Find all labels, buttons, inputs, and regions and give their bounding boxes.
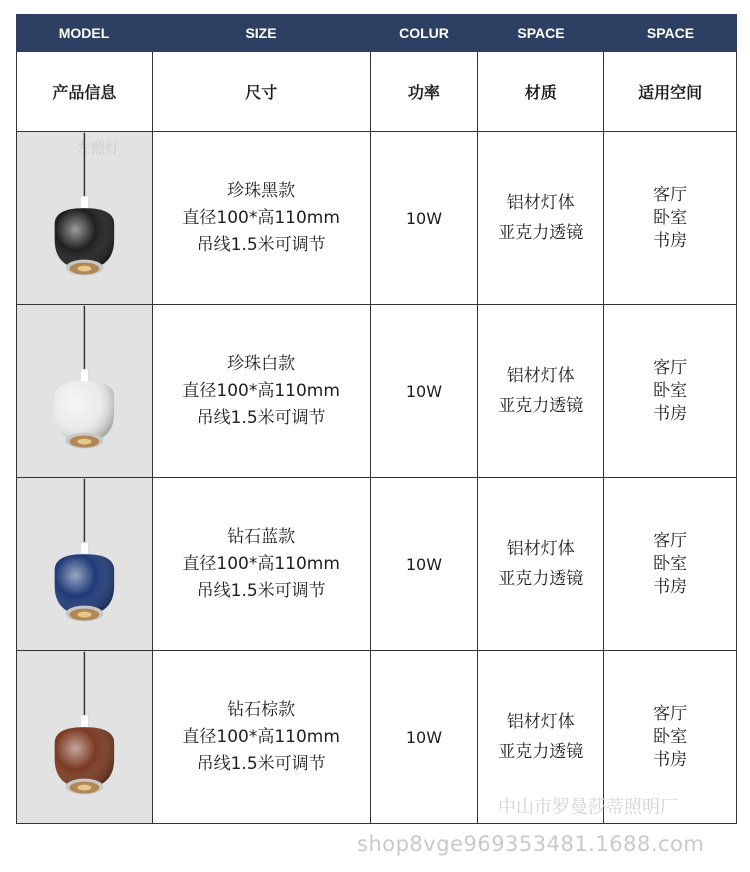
size-cell (153, 478, 371, 650)
header-row (16, 14, 737, 52)
pendant-lamp-image (17, 478, 152, 650)
power-value: 10W (405, 727, 443, 747)
table-row (16, 132, 737, 305)
header-size: SIZE (245, 25, 277, 41)
variant-name: 钻石棕款 (227, 699, 296, 720)
space-study: 书房 (653, 749, 688, 770)
product-image (17, 305, 153, 477)
spec-table (16, 14, 737, 824)
dimensions-text: 直径100*高110mm (182, 380, 340, 401)
power-cell (371, 651, 479, 823)
space-study: 书房 (653, 576, 688, 597)
cable-text: 吊线1.5米可调节 (196, 580, 326, 601)
space-bedroom: 卧室 (653, 380, 688, 401)
table-row (16, 478, 737, 651)
space-cell (604, 305, 737, 477)
product-image (17, 478, 153, 650)
variant-name: 珍珠白款 (227, 353, 296, 374)
subheader-product-info: 产品信息 (17, 52, 153, 131)
pendant-lamp-image (17, 132, 152, 304)
cable-text: 吊线1.5米可调节 (196, 234, 326, 255)
space-living-room: 客厅 (653, 530, 688, 551)
dimensions-text: 直径100*高110mm (182, 207, 340, 228)
pendant-lamp-image (17, 651, 152, 823)
material-lens: 亚克力透镜 (498, 742, 584, 762)
size-cell (153, 651, 371, 823)
product-image (17, 651, 153, 823)
brand-logo-watermark: 左照灯 (77, 141, 119, 157)
subheader-power: 功率 (371, 52, 479, 131)
dimensions-text: 直径100*高110mm (182, 726, 340, 747)
space-bedroom: 卧室 (653, 207, 688, 228)
subheader-material: 材质 (478, 52, 604, 131)
space-living-room: 客厅 (653, 703, 688, 724)
size-cell (153, 132, 371, 304)
product-image (17, 132, 153, 304)
material-cell (478, 478, 604, 650)
material-body: 铝材灯体 (506, 712, 575, 732)
material-lens: 亚克力透镜 (498, 223, 584, 243)
pendant-lamp-image (17, 305, 152, 477)
space-study: 书房 (653, 403, 688, 424)
power-cell (371, 132, 479, 304)
variant-name: 珍珠黑款 (227, 180, 296, 201)
material-lens: 亚克力透镜 (498, 396, 584, 416)
subheader-dimensions: 尺寸 (153, 52, 371, 131)
table-row (16, 305, 737, 478)
watermark-company: 中山市罗曼莎蒂照明厂 (498, 797, 678, 818)
power-value: 10W (405, 208, 443, 228)
space-bedroom: 卧室 (653, 726, 688, 747)
cable-text: 吊线1.5米可调节 (196, 753, 326, 774)
power-value: 10W (405, 381, 443, 401)
size-cell (153, 305, 371, 477)
watermark-shop-url: shop8vge969353481.1688.com (357, 832, 705, 856)
space-living-room: 客厅 (653, 357, 688, 378)
subheader-applicable-space: 适用空间 (604, 52, 737, 131)
power-cell (371, 478, 479, 650)
header-space: SPACE (646, 25, 695, 41)
space-cell (604, 478, 737, 650)
space-cell (604, 132, 737, 304)
header-model: MODEL (58, 25, 110, 41)
table-body (16, 132, 737, 824)
space-study: 书房 (653, 230, 688, 251)
space-living-room: 客厅 (653, 184, 688, 205)
space-bedroom: 卧室 (653, 553, 688, 574)
subheader-row (16, 52, 737, 132)
power-value: 10W (405, 554, 443, 574)
power-cell (371, 305, 479, 477)
material-body: 铝材灯体 (506, 193, 575, 213)
material-cell (478, 132, 604, 304)
material-cell (478, 305, 604, 477)
material-body: 铝材灯体 (506, 539, 575, 559)
variant-name: 钻石蓝款 (227, 526, 296, 547)
header-colur: COLUR (399, 25, 449, 41)
header-space-material: SPACE (517, 25, 565, 41)
material-lens: 亚克力透镜 (498, 569, 584, 589)
cable-text: 吊线1.5米可调节 (196, 407, 326, 428)
dimensions-text: 直径100*高110mm (182, 553, 340, 574)
material-body: 铝材灯体 (506, 366, 575, 386)
